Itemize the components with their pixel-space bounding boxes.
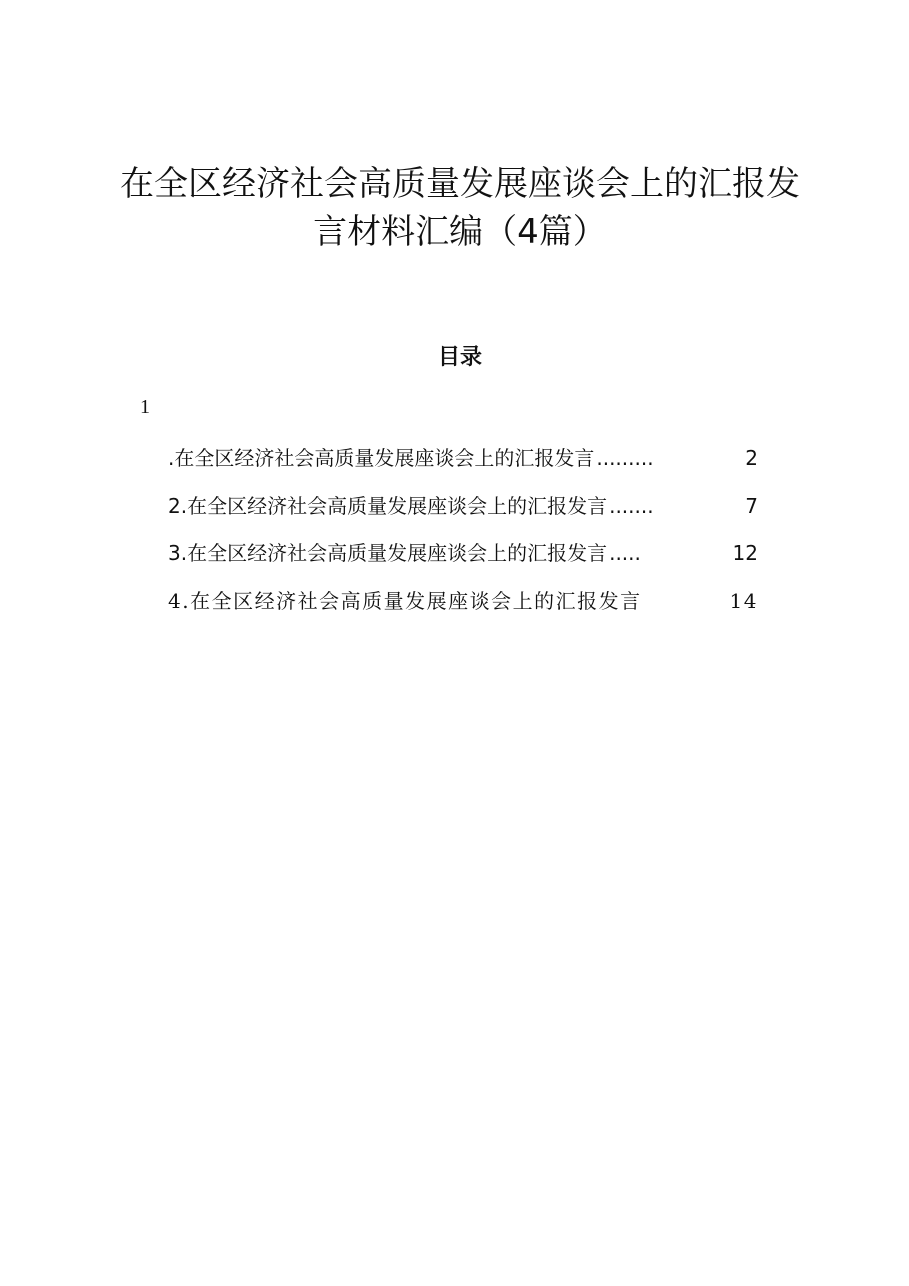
toc-entry-page: 7	[745, 494, 758, 518]
toc-number-prefix: 1	[140, 396, 150, 418]
title-line-2: 言材料汇编（4篇）	[313, 212, 607, 252]
toc-entry-leader: .....	[609, 541, 641, 565]
toc-entry-2[interactable]	[168, 490, 758, 519]
title-line-1: 在全区经济社会高质量发展座谈会上的汇报发	[120, 164, 800, 204]
toc-entry-label: 2.在全区经济社会高质量发展座谈会上的汇报发言	[168, 494, 608, 518]
toc-entry-label: .在全区经济社会高质量发展座谈会上的汇报发言	[168, 446, 595, 470]
toc-heading: 目录	[437, 344, 482, 370]
toc-entry-leader: .........	[596, 446, 654, 470]
toc-entry-page: 14	[729, 589, 758, 613]
toc-entry-page: 2	[745, 446, 758, 470]
toc-entry-label: 3.在全区经济社会高质量发展座谈会上的汇报发言	[168, 541, 608, 565]
toc-entry-leader: .......	[609, 494, 654, 518]
toc-entry-page: 12	[732, 541, 758, 565]
toc-entry-3[interactable]	[168, 537, 758, 566]
document-title	[100, 160, 820, 256]
toc-entry-1[interactable]	[168, 442, 758, 471]
toc-entry-4[interactable]	[168, 585, 758, 614]
toc-entry-label: 4.在全区经济社会高质量发展座谈会上的汇报发言	[168, 589, 642, 613]
